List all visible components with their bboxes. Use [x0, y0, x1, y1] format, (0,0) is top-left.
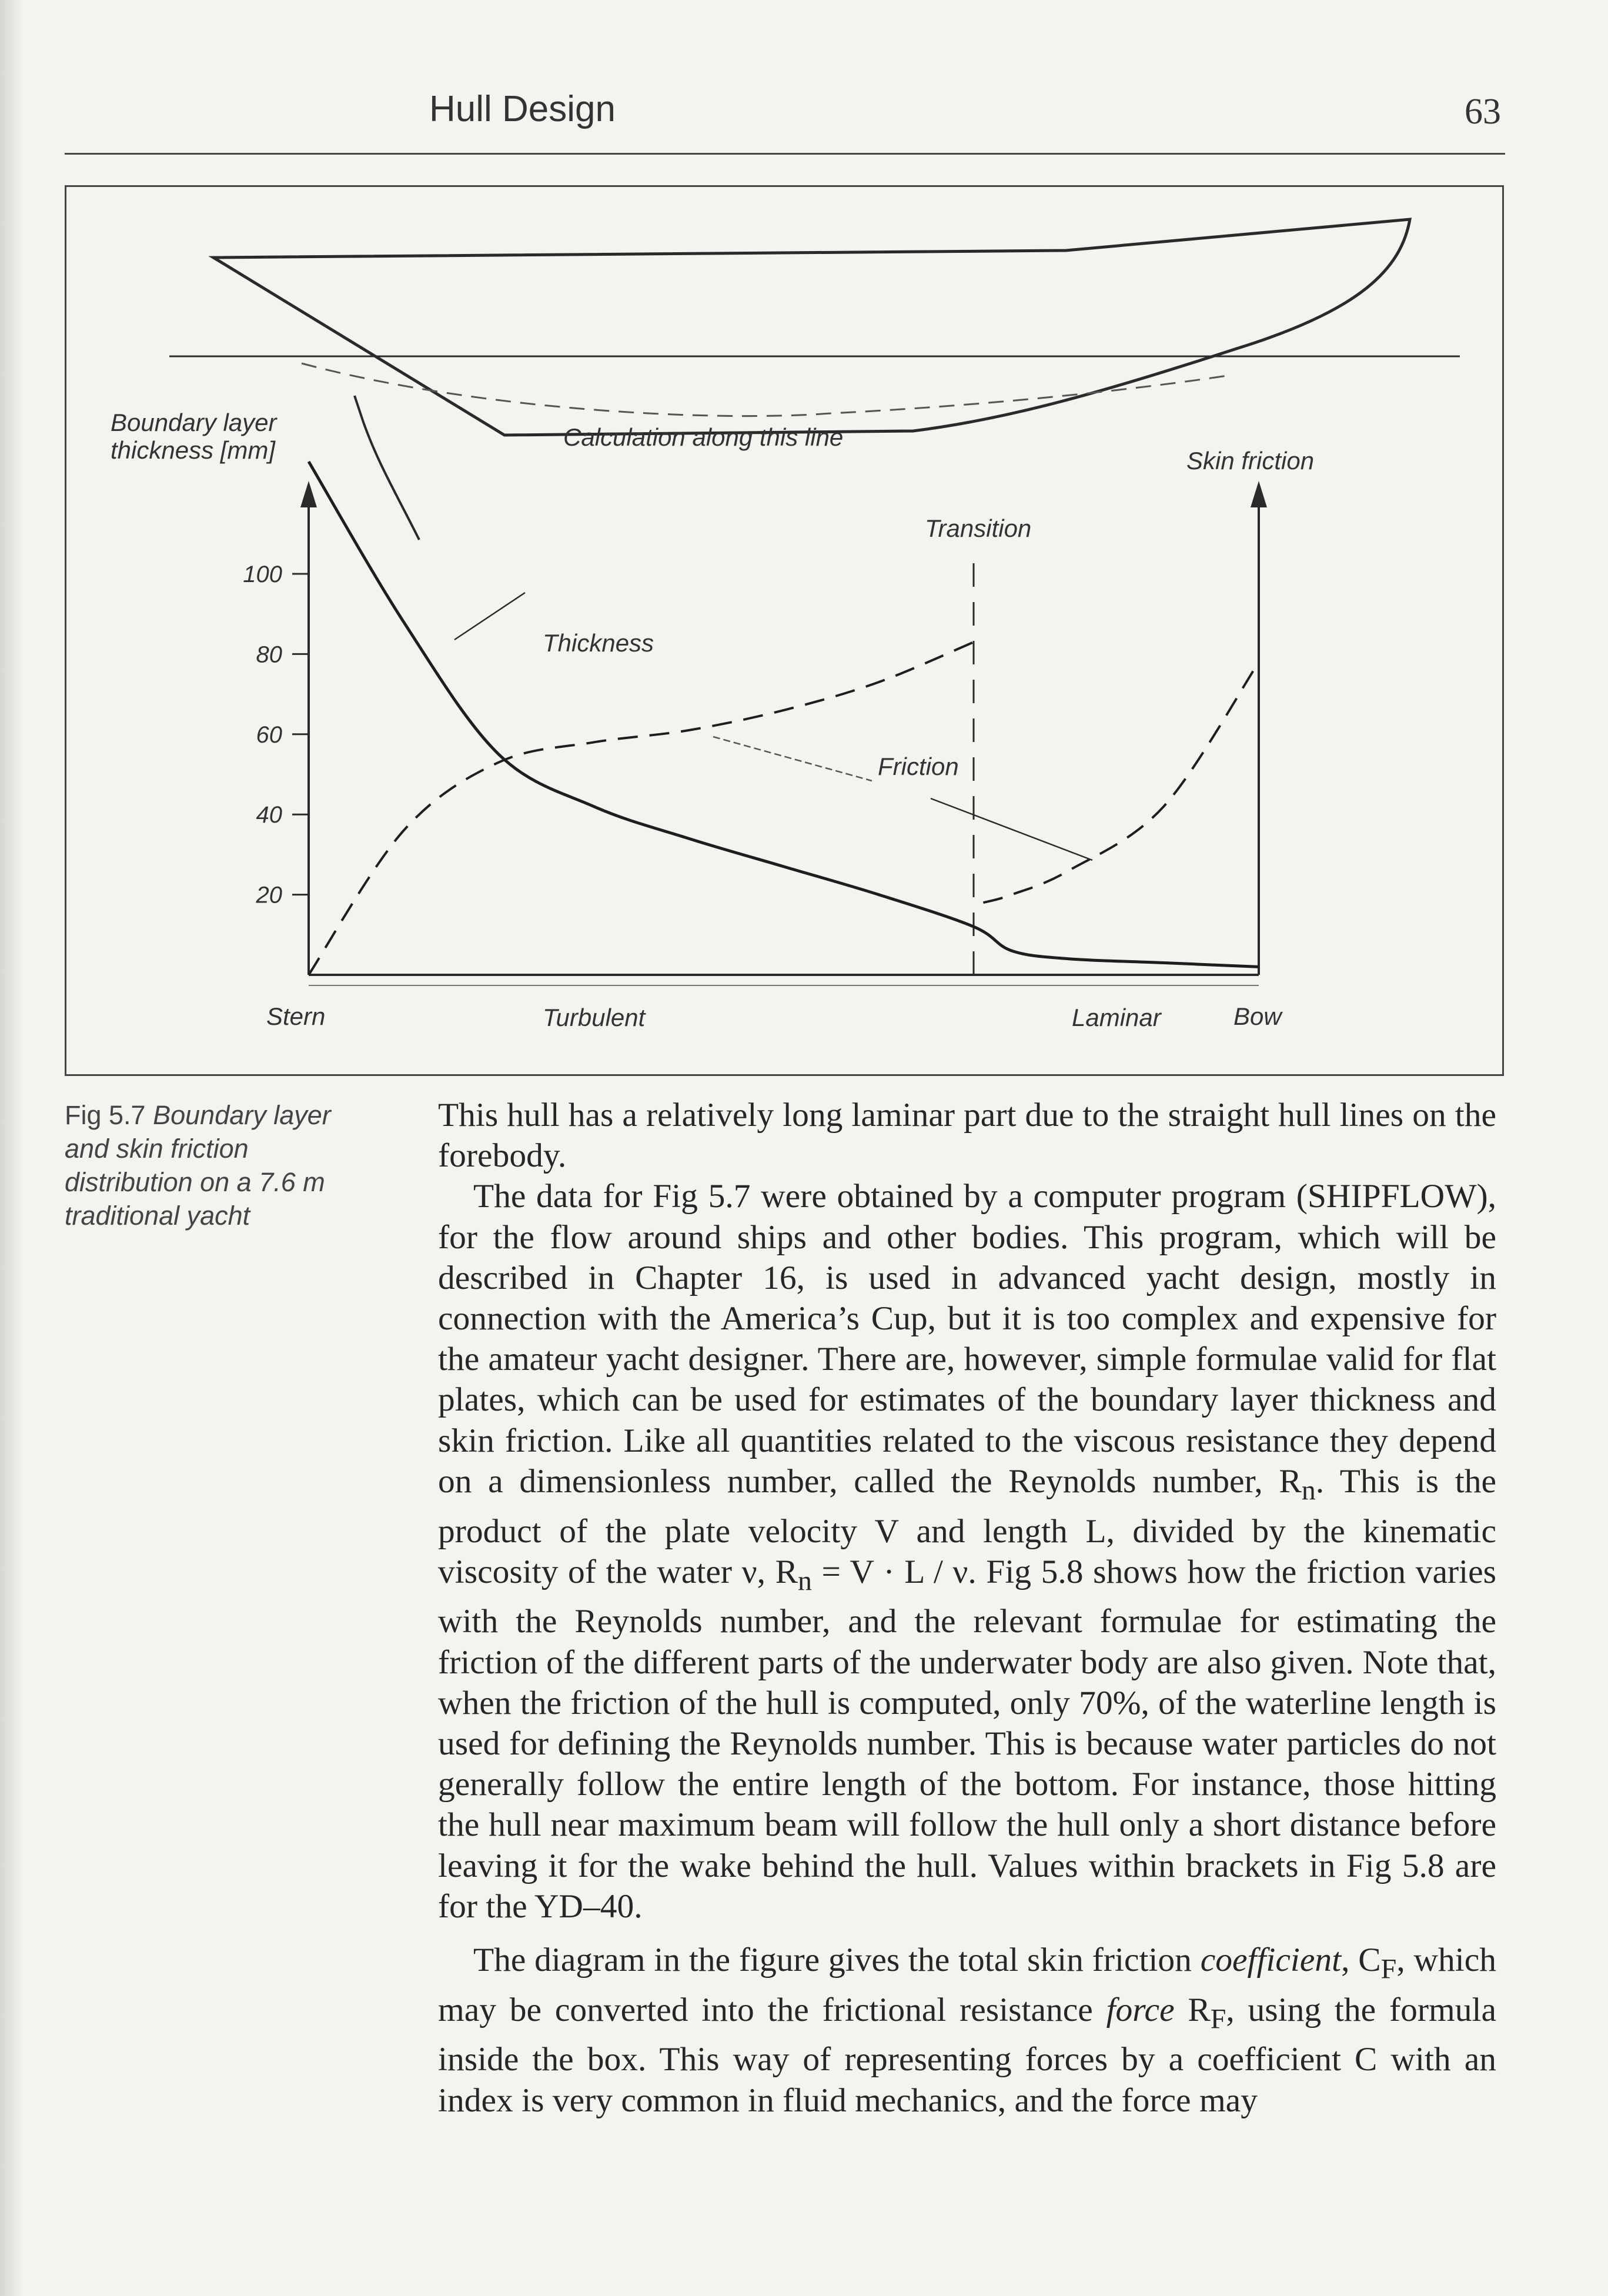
- thickness-connector: [355, 396, 419, 540]
- hull-outline: [213, 219, 1410, 435]
- caption-fig-label: Fig 5.7: [65, 1100, 146, 1130]
- skin-friction-label: Skin friction: [1186, 447, 1315, 474]
- friction-curve-turbulent: [309, 642, 974, 975]
- y-tick-label-40: 40: [256, 802, 282, 828]
- y-tick-label-20: 20: [256, 882, 282, 908]
- thickness-label: Thickness: [543, 629, 654, 657]
- x-label-bow: Bow: [1233, 1002, 1282, 1030]
- boundary-layer-chart: [66, 187, 1502, 1074]
- y-tick-label-60: 60: [256, 721, 282, 748]
- x-label-laminar: Laminar: [1072, 1004, 1161, 1031]
- caption-text: Boundary layer and skin friction distribution on a 7.6 m traditional yacht: [65, 1100, 331, 1231]
- friction-leader-2: [931, 798, 1092, 860]
- x-label-stern: Stern: [266, 1002, 326, 1030]
- calculation-label: Calculation along this line: [563, 423, 844, 451]
- running-title: Hull Design: [429, 89, 616, 129]
- y-axis-arrowhead: [300, 481, 317, 507]
- x-label-turbulent: Turbulent: [543, 1004, 646, 1031]
- page-edge-shadow: [0, 0, 24, 2296]
- calculation-line: [302, 363, 1231, 416]
- friction-curve-laminar: [983, 662, 1259, 903]
- y-axis-label-line1: Boundary layer: [111, 409, 277, 436]
- thickness-leader: [454, 593, 525, 640]
- y-tick-label-80: 80: [256, 641, 282, 668]
- body-text: [438, 1095, 1496, 2121]
- friction-leader: [713, 737, 872, 781]
- header-rule: [65, 153, 1505, 155]
- friction-label: Friction: [878, 753, 959, 780]
- y-tick-label-100: 100: [243, 562, 282, 587]
- skin-friction-arrowhead: [1251, 481, 1267, 507]
- y-axis-label-line2: thickness [mm]: [111, 436, 276, 464]
- page-number: 63: [1465, 92, 1501, 132]
- figure-caption: [65, 1098, 370, 1232]
- transition-label: Transition: [925, 514, 1032, 542]
- paragraph-2: The data for Fig 5.7 were obtained by a computer program (SHIPFLOW), for the flow around ships and other bodies. This program, which will be described in Chapter 16, is used in advanced yacht design, mostly in connection with the America’s Cup, but it is too complex and expensive for the amateur yacht designer. There are, however, simple formulae valid for flat plates, which can be used for estimates of the boundary layer thickness and skin friction. Like all quantities related to the viscous resistance they depend on a dimensionless number, called the Reynolds number, $R_n$. This is the product of the plate velocity V and length L, divided by the kinematic viscosity of the water ν, $R_n = V \cdot L / \nu$. Fig 5.8 shows how the friction varies with the Reynolds number, and the relevant formulae for estimating the friction of the different parts of the underwater body are also given. Note that, when the friction of the hull is computed, only 70%, of the waterline length is used for defining the Reynolds number. This is because water particles do not generally follow the entire length of the bottom. For instance, those hitting the hull near maximum beam will follow the hull only a short distance before leaving it for the wake behind the hull. Values within brackets in Fig 5.8 are for the YD–40.: [438, 1178, 1496, 1925]
- thickness-curve: [309, 462, 1259, 967]
- figure-5-7: [65, 185, 1504, 1076]
- paragraph-3: The diagram in the figure gives the total skin friction coefficient, $C_F$, which may be converted into the frictional resistance force $R_F$, using the formula inside the box. This way of representing forces by a coefficient C with an index is very common in fluid mechanics, and the force may: [438, 1941, 1496, 2119]
- paragraph-1: This hull has a relatively long laminar part due to the straight hull lines on the forebody.: [438, 1097, 1496, 1175]
